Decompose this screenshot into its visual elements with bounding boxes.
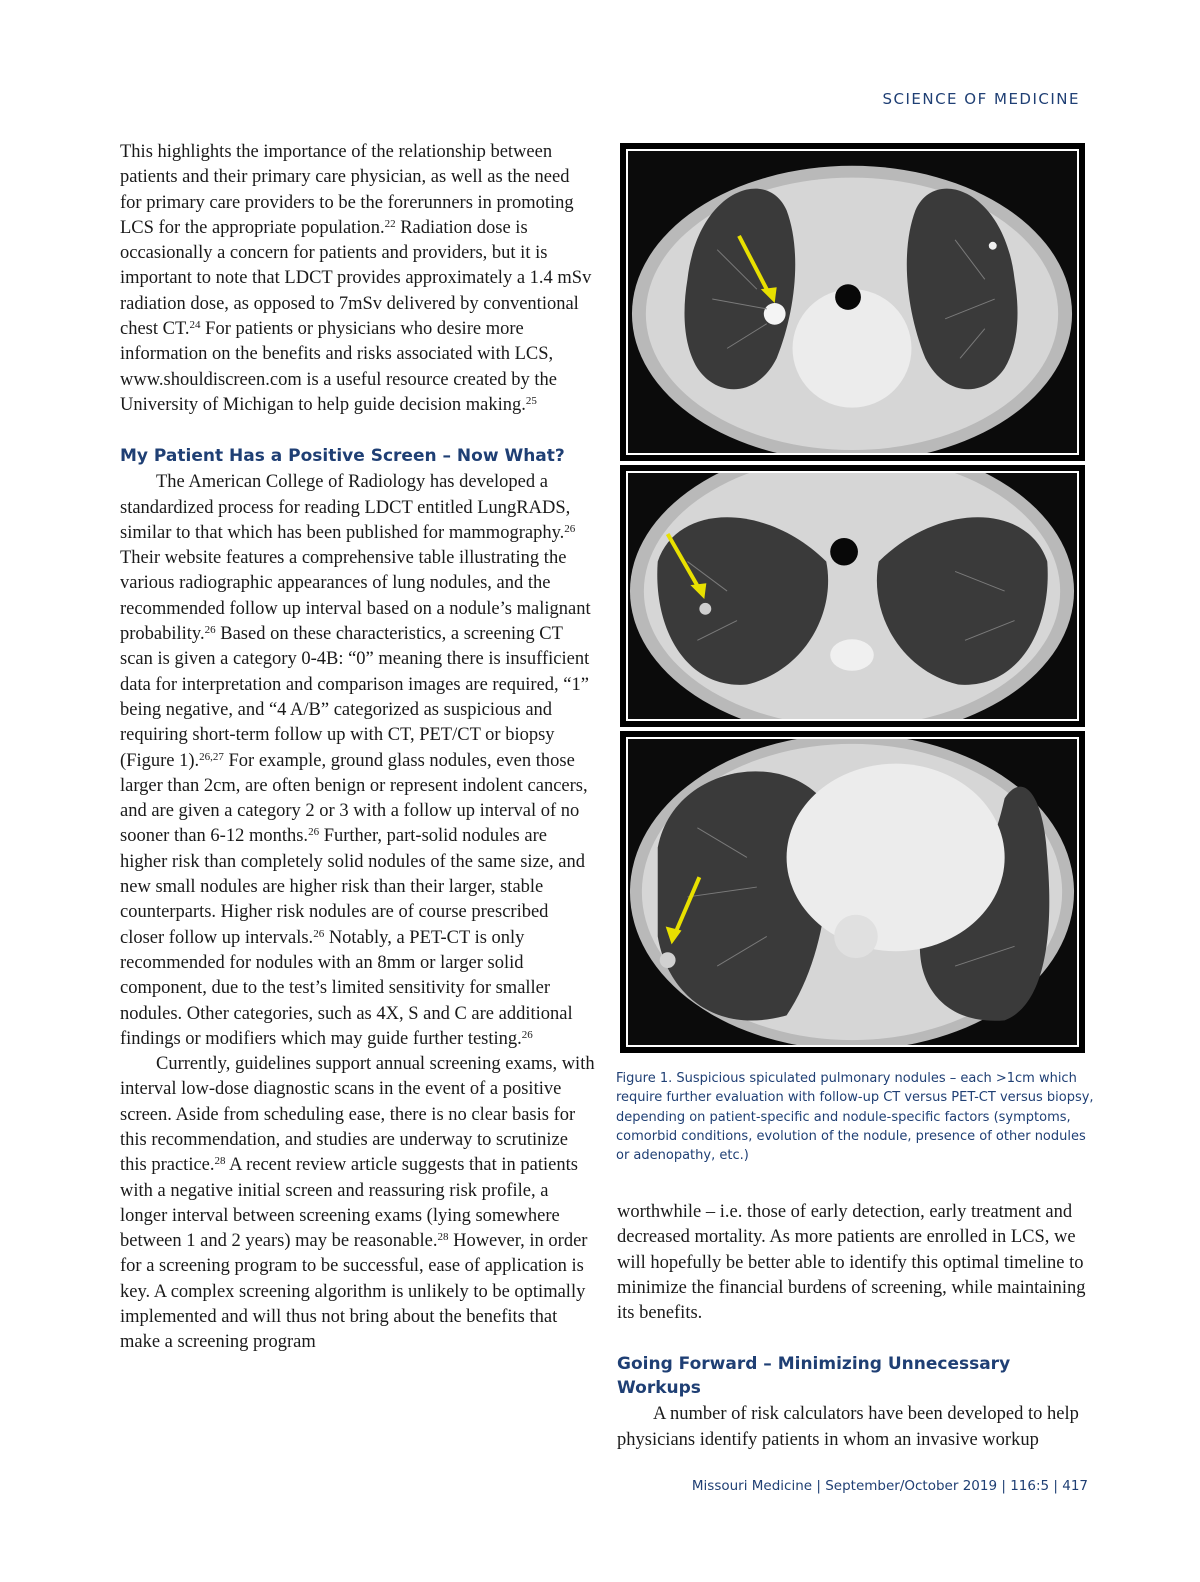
ct-scan-image-middle [628, 473, 1077, 719]
figure-1-ct-scans [620, 143, 1085, 1053]
nodule [764, 303, 786, 325]
ct-scan-image-lower [628, 739, 1077, 1045]
left-column [120, 140, 595, 1356]
ct-scan-image-upper [628, 151, 1077, 453]
citation: 26 [521, 1028, 533, 1041]
citation: 26 [564, 522, 576, 535]
section-heading-positive-screen: My Patient Has a Positive Screen – Now What? [120, 446, 565, 467]
ct-panel-middle [620, 465, 1085, 727]
paragraph-lungrads: The American College of Radiology has developed a standardized process for reading LDCT entitled LungRADS, similar to that which has been published for mammography.$^{26}$ Their website features a comprehensive table illustrating the various radiographic appearances of lung nodules, and the recommended follow up interval based on a nodule’s malignant probability.$^{26}$ Based on these characteristics, a screening CT scan is given a category 0-4B: “0” meaning there is insufficient data for interpretation and comparison images are required, “1” being negative, and “4 A/B” categorized as suspicious and requiring short-term follow up with CT, PET/CT or biopsy (Figure 1).$^{26,27}$ For example, ground glass nodules, even those larger than 2cm, are often benign or represent indolent cancers, and are given a category 2 or 3 with a follow up interval of no sooner than 6-12 months.$^{26}$ Further, part-solid nodules are higher risk than completely solid nodules of the same size, and new small nodules are higher risk than their larger, stable counterparts. Higher risk nodules are of course prescribed closer follow up intervals.$^{26}$ Notably, a PET-CT is only recommended for nodules with an 8mm or larger solid component, due to the test’s limited sensitivity for smaller nodules. Other categories, such as 4X, S and C are additional findings or modifiers which may guide further testing.$^{26}$ [120, 472, 591, 1049]
running-head: SCIENCE OF MEDICINE [882, 90, 1080, 108]
citation: 28 [437, 1231, 449, 1244]
citation: 26 [313, 927, 325, 940]
paragraph-risk-calculators: A number of risk calculators have been developed to help physicians identify patients in whom an invasive workup [617, 1404, 1079, 1450]
nodule [699, 603, 711, 615]
citation: 26 [204, 624, 216, 637]
figure-caption: Figure 1. Suspicious spiculated pulmonary nodules – each >1cm which require further evaluation with follow-up CT versus PET-CT versus biopsy, depending on patient-specific and nodule-specific factors (symptoms, comorbid conditions, evolution of the nodule, presence of other nodules or adenopathy, etc.) [616, 1071, 1094, 1164]
ct-panel-upper [620, 143, 1085, 461]
ct-panel-lower [620, 731, 1085, 1053]
citation: 25 [525, 394, 537, 407]
citation: 24 [189, 319, 201, 332]
paragraph-intro: This highlights the importance of the relationship between patients and their primary care physician, as well as the need for primary care providers to be the forerunners in promoting LCS for the appropriate population.$^{22}$ Radiation dose is occasionally a concern for patients and providers, but it is important to note that LDCT provides approximately a 1.4 mSv radiation dose, as opposed to 7mSv delivered by conventional chest CT.$^{24}$ For patients or physicians who desire more information on the benefits and risks associated with LCS, www.shouldiscreen.com is a useful resource created by the University of Michigan to help guide decision making.$^{25}$ [120, 142, 592, 415]
citation: 28 [214, 1155, 226, 1168]
paragraph-guidelines: Currently, guidelines support annual screening exams, with interval low-dose diagnostic scans in the event of a positive screen. Aside from scheduling ease, there is no clear basis for this recommendation, and studies are underway to scrutinize this practice.$^{28}$ A recent review article suggests that in patients with a negative initial screen and reassuring risk profile, a longer interval between screening exams (lying somewhere between 1 and 2 years) may be reasonable.$^{28}$ However, in order for a screening program to be successful, ease of application is key. A complex screening algorithm is unlikely to be optimally implemented and will thus not bring about the benefits that make a screening program [120, 1054, 595, 1353]
citation: 26 [308, 826, 320, 839]
nodule [660, 952, 676, 968]
right-column [617, 1200, 1089, 1453]
section-heading-going-forward: Going Forward – Minimizing Unnecessary Workups [617, 1354, 1011, 1399]
paragraph-continuation: worthwhile – i.e. those of early detection, early treatment and decreased mortality. As more patients are enrolled in LCS, we will hopefully be better able to identify this optimal timeline to minimize the financial burdens of screening, while maintaining its benefits. [617, 1202, 1086, 1324]
citation: 26,27 [199, 750, 224, 763]
citation: 22 [384, 217, 396, 230]
page-footer: Missouri Medicine | September/October 2019 | 116:5 | 417 [691, 1478, 1088, 1494]
